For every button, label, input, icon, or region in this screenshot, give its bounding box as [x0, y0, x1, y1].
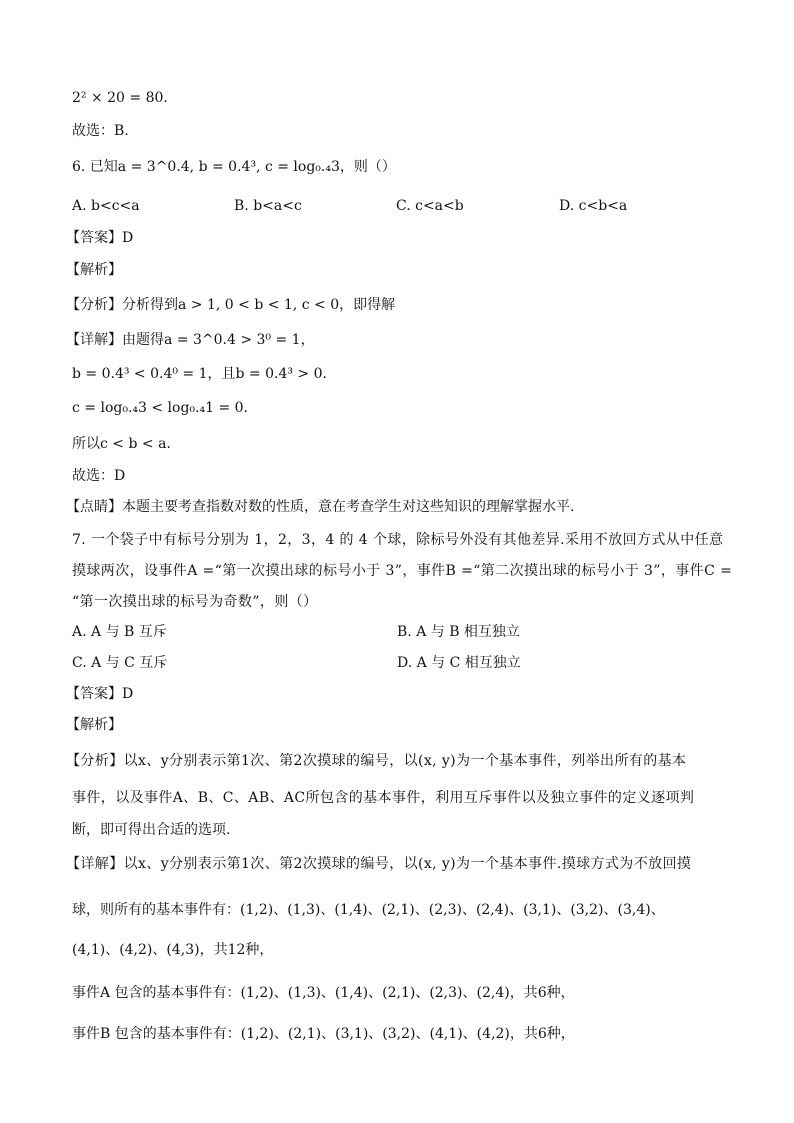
question-6-option-b: B. b<a<c [234, 198, 302, 214]
analysis-summary: 事件，以及事件A、B、C、AB、AC所包含的基本事件，利用互斥事件以及独立事件的定义逐项判 [72, 790, 695, 806]
choose-line: 故选：D [72, 468, 126, 484]
question-6-stem: 6. 已知a = 3^0.4, b = 0.4³, c = log₀.₄3，则（） [72, 159, 396, 175]
question-7-stem: 摸球两次，设事件A =“第一次摸出球的标号小于 3”，事件B =“第二次摸出球的标号小于 3”，事件C = [72, 563, 733, 579]
key-point-line: 【点睛】本题主要考查指数对数的性质，意在考查学生对这些知识的理解掌握水平. [66, 499, 575, 515]
detailed-solution-line: 事件B 包含的基本事件有：(1,2)、(2,1)、(3,1)、(3,2)、(4,1)、(4,2)，共6种， [72, 1026, 575, 1042]
detailed-solution-line: 球，则所有的基本事件有：(1,2)、(1,3)、(1,4)、(2,1)、(2,3)、(2,4)、(3,1)、(3,2)、(3,4)、 [72, 902, 665, 918]
question-7-stem: 7. 一个袋子中有标号分别为 1，2，3，4 的 4 个球，除标号外没有其他差异.采用不放回方式从中任意 [72, 532, 724, 548]
detailed-solution-line: 事件A 包含的基本事件有：(1,2)、(1,3)、(1,4)、(2,1)、(2,3)、(2,4)，共6种， [72, 985, 575, 1001]
analysis-label: 【解析】 [66, 717, 122, 733]
analysis-label: 【解析】 [66, 262, 122, 278]
text-line: 故选：B. [72, 123, 129, 139]
text-line: 2² × 20 = 80. [72, 90, 168, 106]
detailed-solution-line: b = 0.4³ < 0.4⁰ = 1，且b = 0.4³ > 0. [72, 366, 327, 382]
question-7-stem: “第一次摸出球的标号为奇数”，则（） [72, 594, 318, 610]
answer-label: 【答案】D [66, 230, 134, 246]
analysis-summary: 【分析】以x、y分别表示第1次、第2次摸球的编号，以(x, y)为一个基本事件，列举出所有的基本 [66, 753, 687, 769]
question-7-option-a: A. A 与 B 互斥 [72, 624, 167, 640]
analysis-summary: 断，即可得出合适的选项. [72, 822, 231, 838]
detailed-solution-line: 所以c < b < a. [72, 436, 171, 452]
detailed-solution-line: c = log₀.₄3 < log₀.₄1 = 0. [72, 400, 248, 416]
question-6-option-c: C. c<a<b [396, 198, 464, 214]
question-6-option-a: A. b<c<a [72, 198, 140, 214]
detailed-solution-line: 【详解】以x、y分别表示第1次、第2次摸球的编号，以(x, y)为一个基本事件.摸球方式为不放回摸 [66, 856, 692, 872]
question-7-option-b: B. A 与 B 相互独立 [397, 624, 520, 640]
question-7-option-d: D. A 与 C 相互独立 [397, 655, 521, 671]
answer-label: 【答案】D [66, 686, 134, 702]
question-6-option-d: D. c<b<a [559, 198, 628, 214]
detailed-solution-line: (4,1)、(4,2)、(4,3)，共12种， [72, 942, 274, 958]
detailed-solution-line: 【详解】由题得a = 3^0.4 > 3⁰ = 1， [66, 332, 315, 348]
analysis-summary: 【分析】分析得到a > 1, 0 < b < 1, c < 0，即得解 [66, 297, 396, 313]
question-7-option-c: C. A 与 C 互斥 [72, 655, 168, 671]
